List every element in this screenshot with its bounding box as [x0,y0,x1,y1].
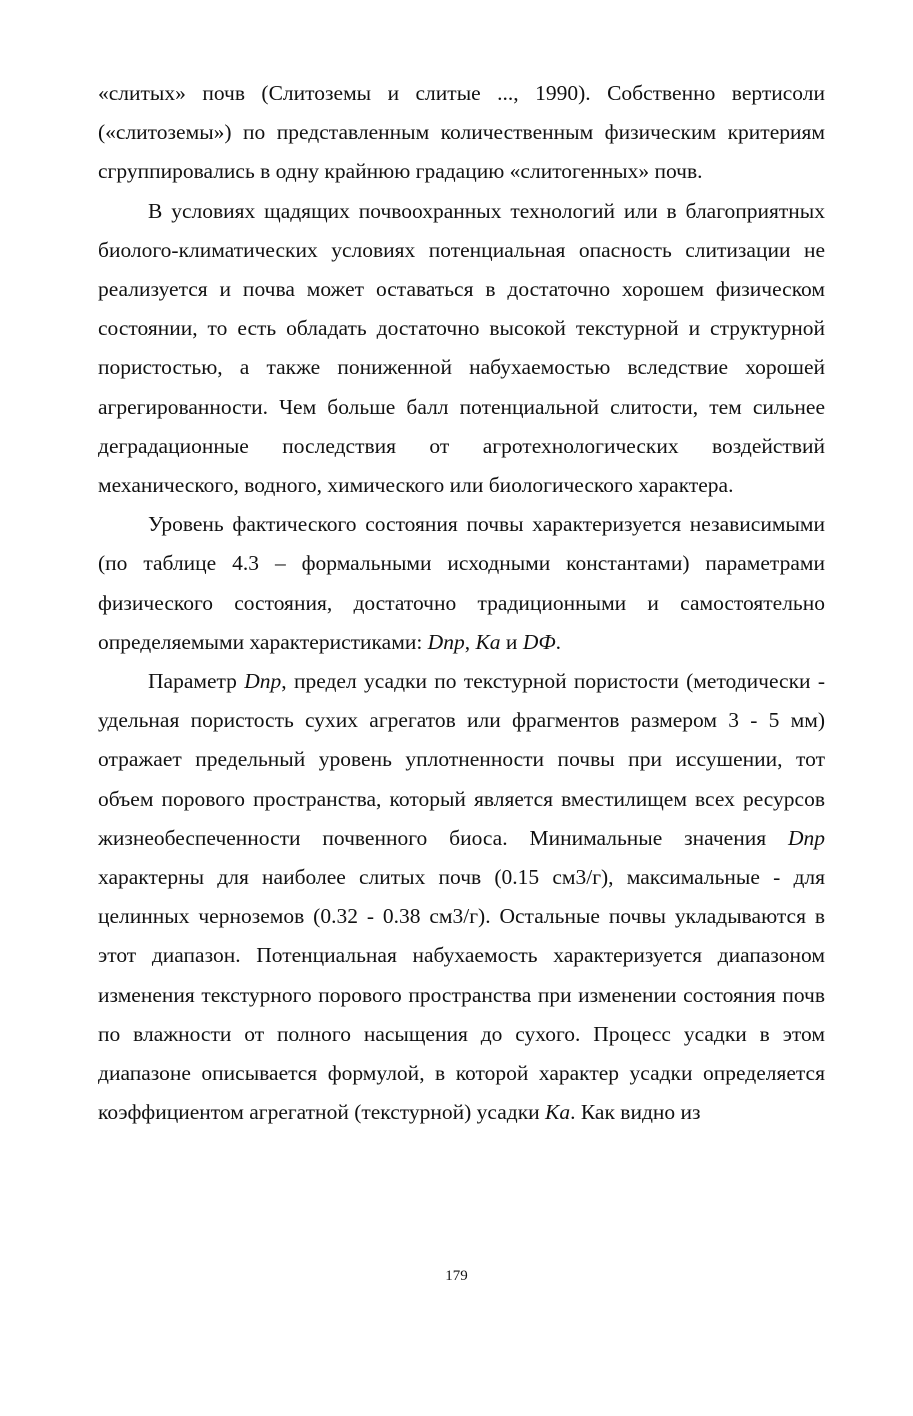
term-dpr: Dпр [427,629,465,654]
term-dpr: Dпр [244,669,282,694]
paragraph-4-end: . Как видно из [570,1100,701,1125]
page-number: 179 [445,1268,468,1284]
separator: , [464,629,476,654]
paragraph-4 [98,662,825,1132]
paragraph-4-text: , предел усадки по текстурной пористости (методически - удельная пористость сухих агрегатов или фрагментов размером 3 - 5 мм) отражает предельный уровень уплотненности почвы при иссушении, тот объем порового пространства, который является вместилищем всех ресурсов жизнеобеспеченности почвенного биоса. Минимальные значения [98,669,825,850]
paragraph-3 [98,505,825,662]
paragraph-2: В условиях щадящих почвоохранных технологий или в благоприятных биолого-климатических условиях потенциальная опасность слитизации не реализуется и почва может оставаться в достаточно хорошем физическом состоянии, то есть обладать достаточно высокой текстурной и структурной пористостью, а также пониженной набухаемостью вследствие хорошей агрегированности. Чем больше балл потенциальной слитости, тем сильнее деградационные последствия от агротехнологических воздействий механического, водного, химического или биологического характера. [98,198,825,498]
paragraph-3-text: Уровень фактического состояния почвы характеризуется независимыми (по таблице 4.3 – формальными исходными константами) параметрами физического состояния, достаточно традиционными и самостоятельно определяемыми характеристиками: [98,512,825,654]
body-text [98,74,825,1132]
paragraph-1: «слитых» почв (Слитоземы и слитые ..., 1990). Собственно вертисоли («слитоземы») по представленным количественным физическим критериям сгруппировались в одну крайнюю градацию «слитогенных» почв. [98,81,825,184]
term-dpr: Dпр [787,825,825,850]
term-ka: Ka [545,1100,571,1125]
paragraph-3-end: . [555,629,562,654]
term-ka: Ka [475,629,501,654]
paragraph-4-text: Параметр [148,669,245,694]
paragraph-4-text: характерны для наиболее слитых почв (0.15 см3/г), максимальные - для целинных черноземов (0.32 - 0.38 см3/г). Остальные почвы укладываются в этот диапазон. Потенциальная набухаемость характеризуется диапазоном изменения текстурного порового пространства при изменении состояния почв по влажности от полного насыщения до сухого. Процесс усадки в этом диапазоне описывается формулой, в которой характер усадки определяется коэффициентом агрегатной (текстурной) усадки [98,865,825,1125]
term-df: DФ [522,629,556,654]
separator: и [500,629,523,654]
